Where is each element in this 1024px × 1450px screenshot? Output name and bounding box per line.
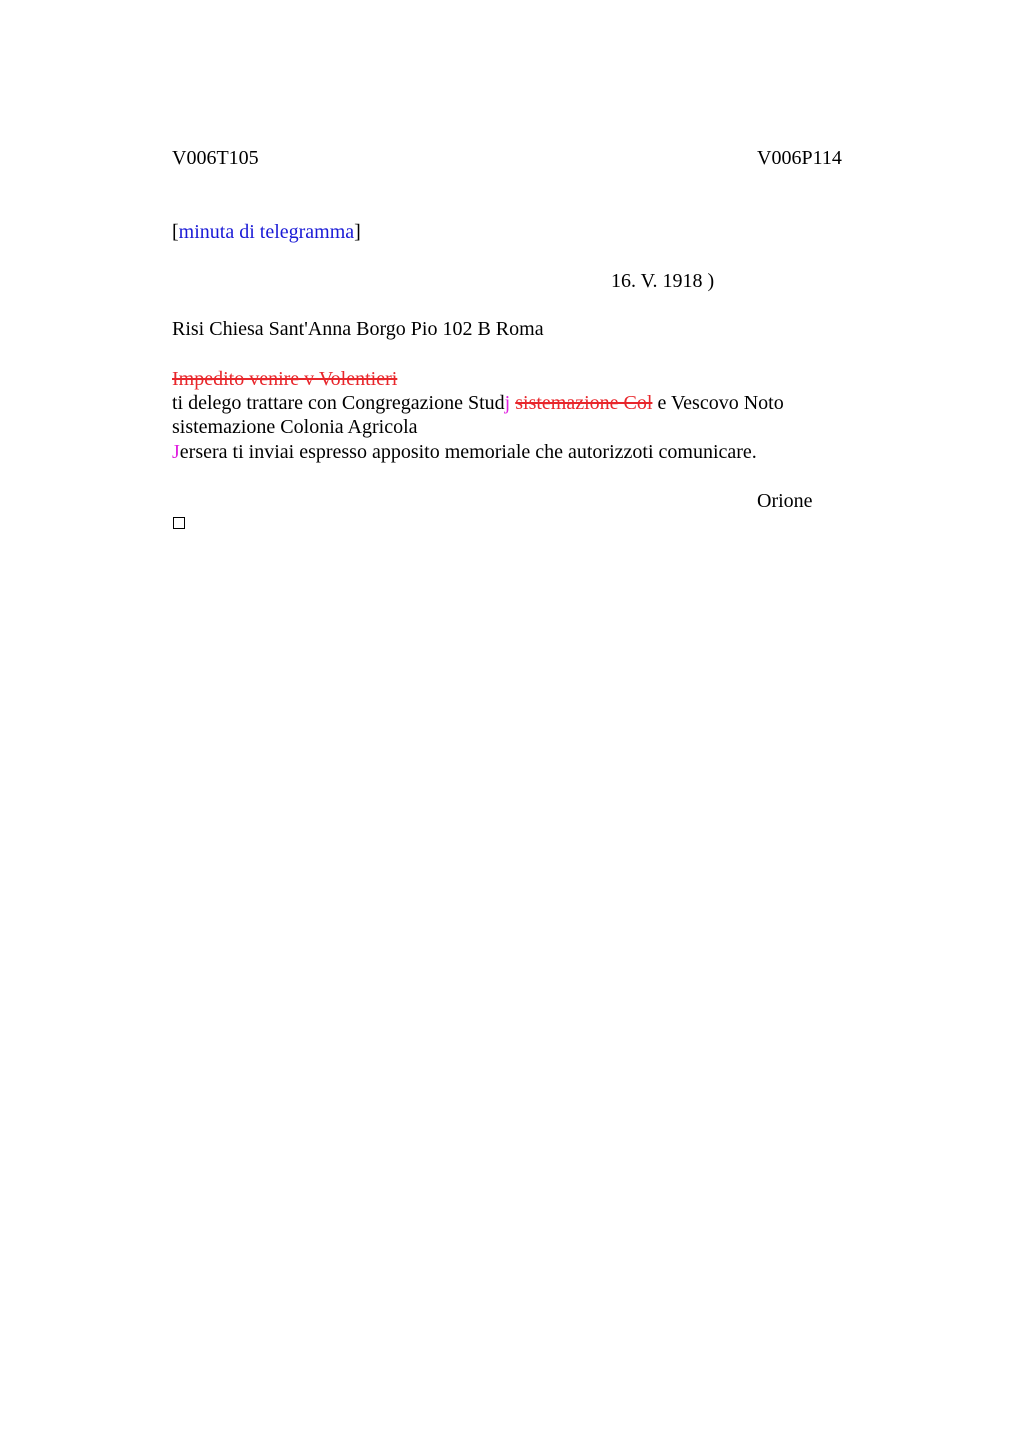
body-text: ti delego trattare con Congregazione Stud	[172, 392, 505, 414]
deleted-text: sistemazione Col	[515, 392, 653, 414]
deleted-text: Impedito venire v Volentieri	[172, 368, 398, 390]
square-outline-icon	[173, 517, 185, 529]
document-code-right: V006P114	[757, 147, 842, 169]
body-line-2	[172, 391, 784, 415]
editorial-heading	[172, 220, 361, 244]
telegram-date: 16. V. 1918 )	[611, 270, 715, 292]
document-code-left: V006T105	[172, 147, 259, 169]
signature: Orione	[757, 490, 813, 512]
body-line-1	[172, 367, 397, 391]
inserted-text: J	[172, 441, 180, 463]
heading-close-bracket: ]	[354, 221, 361, 243]
body-line-4	[172, 440, 757, 464]
heading-label: minuta di telegramma	[178, 221, 355, 243]
body-line-3: sistemazione Colonia Agricola	[172, 416, 418, 438]
telegram-address: Risi Chiesa Sant'Anna Borgo Pio 102 B Roma	[172, 318, 544, 340]
heading-open-bracket: [	[172, 221, 179, 243]
body-text: ersera ti inviai espresso apposito memoriale che autorizzoti comunicare.	[179, 441, 757, 463]
body-text: e Vescovo Noto	[652, 392, 784, 414]
inserted-text: j	[504, 392, 511, 414]
